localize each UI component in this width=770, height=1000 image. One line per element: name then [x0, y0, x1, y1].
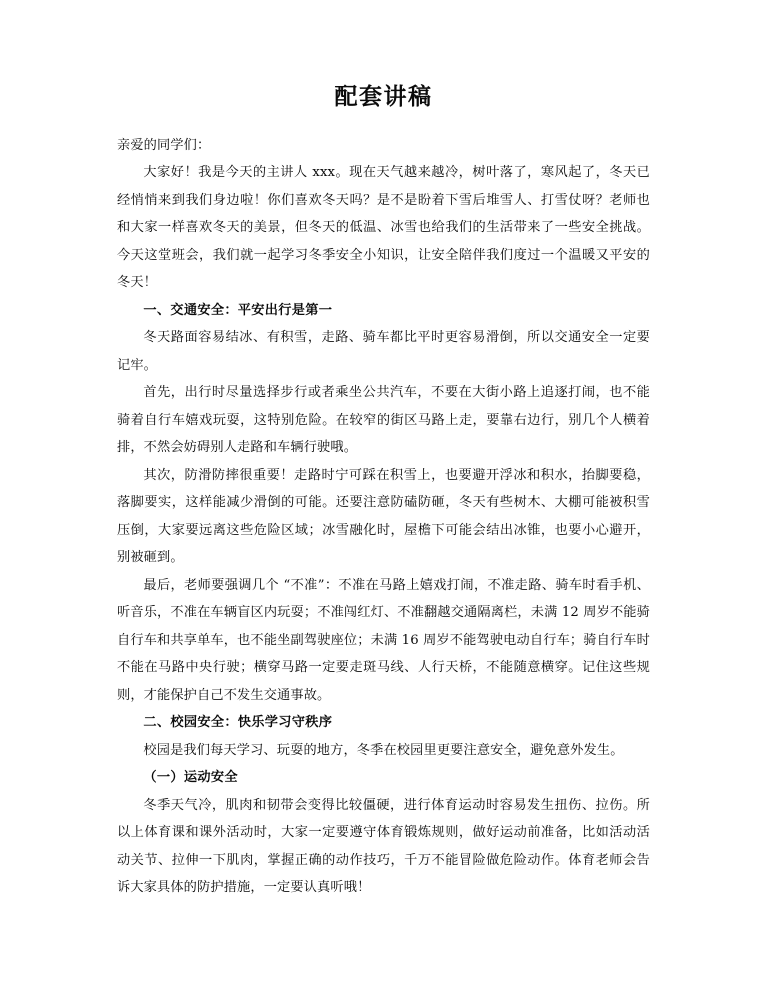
paragraph-traffic-last: 最后，老师要强调几个 “不准”：不准在马路上嬉戏打闹，不准走路、骑车时看手机、听音乐，不准在车辆盲区内玩耍；不准闯红灯、不准翻越交通隔离栏，未满 12 周岁不能骑自行车和共享单车，也不能坐副驾驶座位；未满 16 周岁不能驾驶电动自行车；骑自行车时不能在马路中央行驶；横穿马路一定要走斑马线、人行天桥，不能随意横穿。记住这些规则，才能保护自己不发生交通事故。 [117, 577, 650, 703]
page-title: 配套讲稿 [334, 83, 433, 110]
section-heading-traffic-safety: 一、交通安全：平安出行是第一 [143, 302, 333, 318]
paragraph-traffic-first: 首先，出行时尽量选择步行或者乘坐公共汽车，不要在大街小路上追逐打闹，也不能骑着自行车嬉戏玩耍，这特别危险。在较窄的街区马路上走，要靠右边行，别几个人横着排，不然会妨碍别人走路和车辆行驶哦。 [117, 385, 650, 456]
paragraph-campus-intro: 校园是我们每天学习、玩耍的地方，冬季在校园里更要注意安全，避免意外发生。 [143, 742, 624, 758]
paragraph-intro: 大家好！我是今天的主讲人 xxx。现在天气越来越冷，树叶落了，寒风起了，冬天已经悄悄来到我们身边啦！你们喜欢冬天吗？是不是盼着下雪后堆雪人、打雪仗呀？老师也和大家一样喜欢冬天的美景，但冬天的低温、冰雪也给我们的生活带来了一些安全挑战。今天这堂班会，我们就一起学习冬季安全小知识，让安全陪伴我们度过一个温暖又平安的冬天！ [117, 165, 650, 291]
document-body [117, 0, 650, 902]
section-heading-campus-safety: 二、校园安全：快乐学习守秩序 [143, 715, 333, 731]
paragraph-sport-safety: 冬季天气冷，肌肉和韧带会变得比较僵硬，进行体育运动时容易发生扭伤、拉伤。所以上体育课和课外活动时，大家一定要遵守体育锻炼规则，做好运动前准备，比如活动活动关节、拉伸一下肌肉，掌握正确的动作技巧，千万不能冒险做危险动作。体育老师会告诉大家具体的防护措施，一定要认真听哦！ [117, 797, 650, 896]
subheading-sport-safety: （一）运动安全 [143, 770, 238, 786]
salutation-line: 亲爱的同学们： [117, 137, 211, 153]
paragraph-traffic-intro: 冬天路面容易结冰、有积雪，走路、骑车都比平时更容易滑倒，所以交通安全一定要记牢。 [117, 330, 650, 373]
paragraph-traffic-second: 其次，防滑防摔很重要！走路时宁可踩在积雪上，也要避开浮冰和积水，抬脚要稳，落脚要实，这样能减少滑倒的可能。还要注意防磕防砸，冬天有些树木、大棚可能被积雪压倒，大家要远离这些危险区域；冰雪融化时，屋檐下可能会结出冰锥，也要小心避开，别被砸到。 [117, 467, 650, 566]
